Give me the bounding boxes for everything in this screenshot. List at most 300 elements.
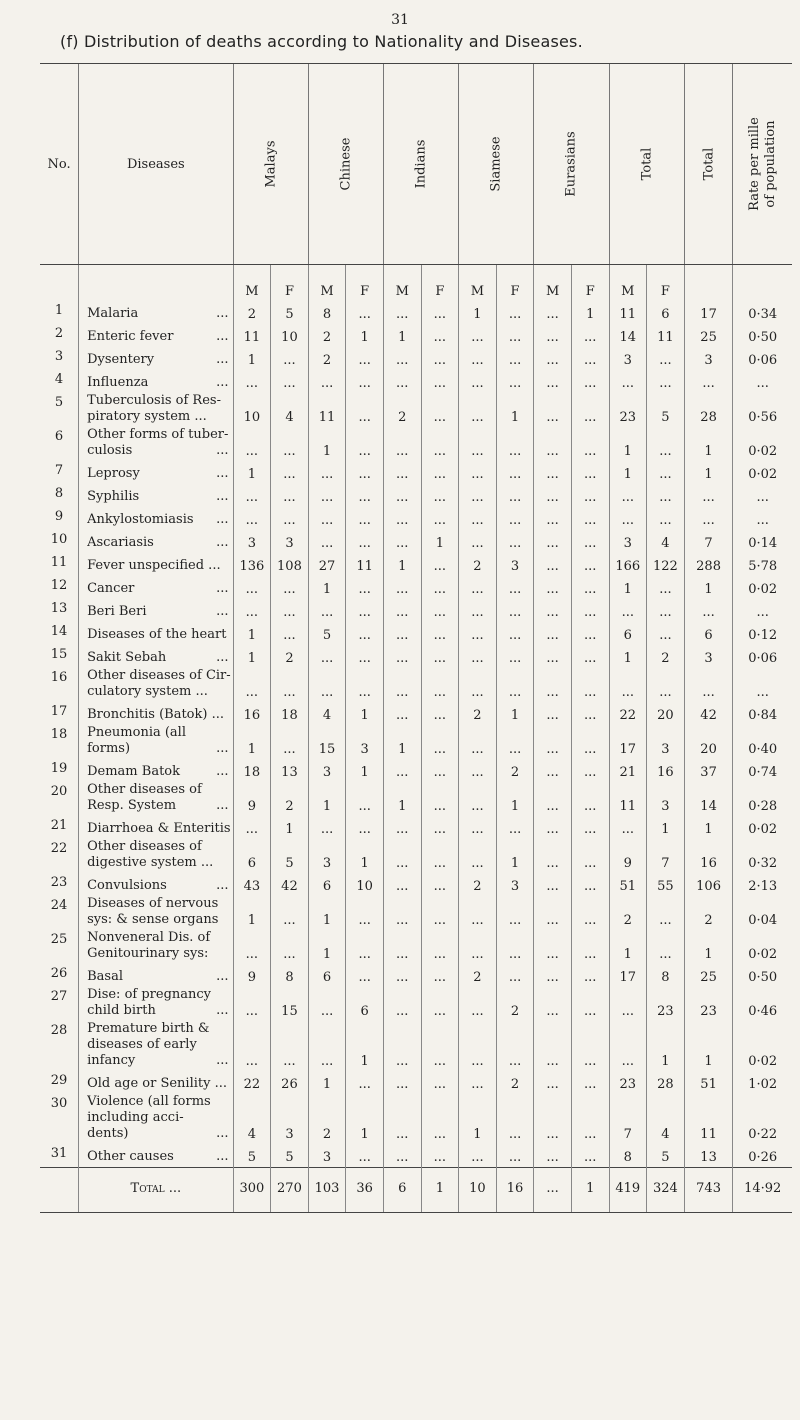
cell-value: ... — [571, 599, 609, 622]
cell-value: 5 — [271, 1144, 309, 1167]
cell-value: ... — [609, 816, 647, 839]
row-total: 1 — [684, 1021, 733, 1071]
cell-value: 28 — [647, 1071, 685, 1094]
cell-value: ... — [571, 461, 609, 484]
cell-value: 9 — [233, 964, 271, 987]
cell-value: 3 — [308, 759, 346, 782]
cell-value: ... — [233, 668, 271, 702]
cell-value: ... — [647, 668, 685, 702]
cell-value: 10 — [346, 873, 384, 896]
cell-value: ... — [647, 484, 685, 507]
cell-value: ... — [571, 930, 609, 964]
cell-value: 1 — [647, 816, 685, 839]
cell-value: 3 — [496, 873, 534, 896]
cell-value: ... — [571, 725, 609, 759]
cell-value: 8 — [609, 1144, 647, 1167]
disease-name: Cancer ... — [79, 576, 233, 599]
row-rate: 0·46 — [733, 987, 792, 1021]
cell-value: ... — [233, 484, 271, 507]
cell-value: ... — [308, 1021, 346, 1071]
cell-value: 1 — [609, 576, 647, 599]
cell-value: 17 — [609, 725, 647, 759]
row-total: 25 — [684, 324, 733, 347]
cell-value: ... — [534, 393, 572, 427]
cell-value: ... — [233, 427, 271, 461]
cell-value: 3 — [346, 725, 384, 759]
cell-value: ... — [459, 324, 497, 347]
table-row — [40, 599, 792, 622]
row-total: 20 — [684, 725, 733, 759]
disease-name: Ascariasis ... — [79, 530, 233, 553]
sex-label: F — [571, 265, 609, 302]
cell-value: ... — [383, 507, 421, 530]
cell-value: 1 — [496, 782, 534, 816]
row-rate: 0·06 — [733, 645, 792, 668]
cell-value: ... — [308, 370, 346, 393]
cell-value: 16 — [233, 702, 271, 725]
table-row — [40, 930, 792, 964]
cell-value: ... — [383, 622, 421, 645]
cell-value: ... — [383, 347, 421, 370]
cell-value: 27 — [308, 553, 346, 576]
header-no: No. — [40, 64, 79, 265]
cell-value: ... — [383, 576, 421, 599]
cell-value: 2 — [459, 702, 497, 725]
cell-value: 11 — [609, 782, 647, 816]
table-row — [40, 301, 792, 324]
cell-value: 4 — [647, 530, 685, 553]
cell-value: ... — [647, 507, 685, 530]
cell-value: ... — [271, 347, 309, 370]
cell-value: 136 — [233, 553, 271, 576]
cell-value: ... — [383, 873, 421, 896]
cell-value: 5 — [647, 1144, 685, 1167]
total-row — [40, 1167, 792, 1212]
cell-value: ... — [308, 530, 346, 553]
cell-value: ... — [308, 645, 346, 668]
cell-value: ... — [383, 759, 421, 782]
cell-value: 2 — [647, 645, 685, 668]
cell-value: 16 — [647, 759, 685, 782]
disease-name: Other diseases of digestive system ... — [79, 839, 233, 873]
cell-value: 11 — [609, 301, 647, 324]
cell-value: ... — [496, 301, 534, 324]
total-cell: 300 — [233, 1167, 271, 1212]
table-row — [40, 896, 792, 930]
cell-value: ... — [383, 1144, 421, 1167]
cell-value: ... — [346, 427, 384, 461]
cell-value: 2 — [271, 782, 309, 816]
table-row — [40, 725, 792, 759]
cell-value: 13 — [271, 759, 309, 782]
cell-value: 2 — [459, 873, 497, 896]
cell-value: ... — [271, 461, 309, 484]
cell-value: ... — [496, 484, 534, 507]
cell-value: ... — [496, 347, 534, 370]
cell-value: ... — [534, 484, 572, 507]
cell-value: 42 — [271, 873, 309, 896]
table-row — [40, 964, 792, 987]
cell-value: 9 — [609, 839, 647, 873]
cell-value: 3 — [271, 1094, 309, 1144]
cell-value: 108 — [271, 553, 309, 576]
disease-name: Syphilis ... — [79, 484, 233, 507]
total-cell: ... — [534, 1167, 572, 1212]
cell-value: ... — [383, 930, 421, 964]
row-number: 6 — [54, 429, 64, 444]
cell-value: 2 — [383, 393, 421, 427]
cell-value: 1 — [308, 576, 346, 599]
cell-value: 2 — [609, 896, 647, 930]
cell-value: ... — [534, 461, 572, 484]
cell-value: ... — [534, 324, 572, 347]
cell-value: ... — [534, 1144, 572, 1167]
cell-value: ... — [534, 622, 572, 645]
row-total: ... — [684, 507, 733, 530]
cell-value: 11 — [308, 393, 346, 427]
row-rate: ... — [733, 484, 792, 507]
cell-value: ... — [571, 370, 609, 393]
row-total: 2 — [684, 896, 733, 930]
cell-value: ... — [496, 576, 534, 599]
cell-value: 1 — [233, 622, 271, 645]
cell-value: 2 — [496, 1071, 534, 1094]
cell-value: ... — [233, 599, 271, 622]
cell-value: ... — [534, 599, 572, 622]
cell-value: 1 — [647, 1021, 685, 1071]
cell-value: ... — [421, 782, 459, 816]
row-rate: ... — [733, 599, 792, 622]
cell-value: 1 — [308, 1071, 346, 1094]
cell-value: 1 — [346, 1094, 384, 1144]
total-cell: 103 — [308, 1167, 346, 1212]
cell-value: 2 — [496, 987, 534, 1021]
disease-name: Diseases of nervous sys: & sense organs — [79, 896, 233, 930]
cell-value: 14 — [609, 324, 647, 347]
cell-value: ... — [534, 530, 572, 553]
cell-value: 1 — [233, 725, 271, 759]
cell-value: ... — [609, 484, 647, 507]
sex-label: F — [496, 265, 534, 302]
cell-value: 4 — [271, 393, 309, 427]
cell-value: ... — [421, 427, 459, 461]
cell-value: ... — [383, 964, 421, 987]
disease-name: Dysentery ... — [79, 347, 233, 370]
cell-value: ... — [346, 964, 384, 987]
cell-value: ... — [271, 484, 309, 507]
cell-value: ... — [459, 576, 497, 599]
cell-value: ... — [459, 507, 497, 530]
row-rate: 1·02 — [733, 1071, 792, 1094]
row-number: 19 — [50, 761, 68, 776]
cell-value: 1 — [383, 725, 421, 759]
row-number: 26 — [50, 966, 68, 981]
cell-value: 1 — [346, 1021, 384, 1071]
cell-value: 3 — [496, 553, 534, 576]
cell-value: ... — [308, 668, 346, 702]
row-total: 16 — [684, 839, 733, 873]
cell-value: 23 — [609, 1071, 647, 1094]
cell-value: ... — [308, 484, 346, 507]
disease-name: Premature birth & diseases of early infancy ... — [79, 1021, 233, 1071]
cell-value: ... — [534, 964, 572, 987]
row-number: 1 — [54, 303, 64, 318]
cell-value: ... — [534, 702, 572, 725]
disease-name: Ankylostomiasis ... — [79, 507, 233, 530]
cell-value: ... — [383, 987, 421, 1021]
table-row — [40, 1144, 792, 1167]
row-rate: 0·40 — [733, 725, 792, 759]
table-row — [40, 1021, 792, 1071]
header-malays: Malays — [233, 64, 308, 265]
cell-value: ... — [647, 347, 685, 370]
cell-value: ... — [383, 370, 421, 393]
cell-value: ... — [233, 930, 271, 964]
cell-value: ... — [534, 930, 572, 964]
cell-value: ... — [459, 1021, 497, 1071]
row-number: 8 — [54, 486, 64, 501]
cell-value: ... — [496, 370, 534, 393]
cell-value: 3 — [233, 530, 271, 553]
cell-value: ... — [534, 839, 572, 873]
cell-value: 1 — [383, 324, 421, 347]
row-number: 22 — [50, 841, 68, 856]
cell-value: ... — [233, 816, 271, 839]
cell-value: ... — [571, 896, 609, 930]
cell-value: ... — [308, 461, 346, 484]
cell-value: ... — [571, 427, 609, 461]
disease-name: Other forms of tuber- culosis ... — [79, 427, 233, 461]
table-row — [40, 1094, 792, 1144]
cell-value: ... — [571, 530, 609, 553]
cell-value: ... — [496, 427, 534, 461]
cell-value: ... — [383, 1071, 421, 1094]
cell-value: ... — [496, 816, 534, 839]
cell-value: ... — [383, 484, 421, 507]
cell-value: ... — [571, 576, 609, 599]
cell-value: 1 — [271, 816, 309, 839]
cell-value: ... — [459, 987, 497, 1021]
header-indians: Indians — [383, 64, 458, 265]
cell-value: 15 — [271, 987, 309, 1021]
row-number: 18 — [50, 727, 68, 742]
cell-value: 22 — [233, 1071, 271, 1094]
disease-name: Diseases of the heart — [79, 622, 233, 645]
disease-name: Fever unspecified ... — [79, 553, 233, 576]
total-rate: 14·92 — [733, 1167, 792, 1212]
cell-value: 1 — [308, 427, 346, 461]
sex-label: M — [609, 265, 647, 302]
cell-value: 1 — [609, 461, 647, 484]
cell-value: ... — [571, 964, 609, 987]
table-row — [40, 873, 792, 896]
table-row — [40, 759, 792, 782]
cell-value: ... — [571, 507, 609, 530]
cell-value: 5 — [271, 301, 309, 324]
cell-value: 1 — [346, 839, 384, 873]
cell-value: ... — [571, 484, 609, 507]
cell-value: 1 — [496, 839, 534, 873]
cell-value: ... — [647, 461, 685, 484]
row-rate: ... — [733, 668, 792, 702]
cell-value: ... — [383, 839, 421, 873]
cell-value: ... — [459, 461, 497, 484]
row-rate: 5·78 — [733, 553, 792, 576]
cell-value: ... — [571, 839, 609, 873]
header-total: Total — [609, 64, 684, 265]
table-row — [40, 668, 792, 702]
cell-value: 4 — [308, 702, 346, 725]
cell-value: 7 — [647, 839, 685, 873]
cell-value: ... — [271, 370, 309, 393]
cell-value: ... — [647, 427, 685, 461]
row-total: 3 — [684, 645, 733, 668]
cell-value: 2 — [496, 759, 534, 782]
cell-value: ... — [421, 393, 459, 427]
cell-value: 1 — [346, 702, 384, 725]
table-row — [40, 530, 792, 553]
cell-value: 3 — [647, 782, 685, 816]
cell-value: ... — [271, 599, 309, 622]
cell-value: ... — [534, 576, 572, 599]
row-rate: 0·50 — [733, 324, 792, 347]
disease-name: Basal ... — [79, 964, 233, 987]
cell-value: ... — [534, 1071, 572, 1094]
table-row — [40, 347, 792, 370]
cell-value: ... — [534, 645, 572, 668]
cell-value: 1 — [233, 896, 271, 930]
cell-value: ... — [346, 645, 384, 668]
cell-value: ... — [421, 645, 459, 668]
cell-value: ... — [459, 347, 497, 370]
cell-value: ... — [496, 1021, 534, 1071]
cell-value: ... — [421, 576, 459, 599]
cell-value: 5 — [271, 839, 309, 873]
sex-label: F — [346, 265, 384, 302]
cell-value: ... — [346, 301, 384, 324]
cell-value: ... — [496, 668, 534, 702]
cell-value: 122 — [647, 553, 685, 576]
cell-value: ... — [421, 1144, 459, 1167]
sex-label: M — [383, 265, 421, 302]
row-number: 13 — [50, 601, 68, 616]
cell-value: 18 — [271, 702, 309, 725]
cell-value: 20 — [647, 702, 685, 725]
cell-value: ... — [421, 930, 459, 964]
row-total: 1 — [684, 576, 733, 599]
cell-value: 6 — [346, 987, 384, 1021]
cell-value: ... — [308, 987, 346, 1021]
cell-value: ... — [421, 964, 459, 987]
cell-value: ... — [421, 1094, 459, 1144]
cell-value: 1 — [609, 645, 647, 668]
row-number: 7 — [54, 463, 64, 478]
cell-value: ... — [459, 645, 497, 668]
cell-value: 2 — [459, 553, 497, 576]
cell-value: 6 — [308, 964, 346, 987]
disease-name: Bronchitis (Batok) ... — [79, 702, 233, 725]
cell-value: ... — [609, 668, 647, 702]
row-number: 27 — [50, 989, 68, 1004]
cell-value: ... — [346, 816, 384, 839]
cell-value: ... — [534, 301, 572, 324]
row-rate: ... — [733, 370, 792, 393]
cell-value: 8 — [271, 964, 309, 987]
cell-value: ... — [383, 702, 421, 725]
disease-name: Other diseases of Resp. System ... — [79, 782, 233, 816]
cell-value: ... — [496, 622, 534, 645]
cell-value: ... — [571, 759, 609, 782]
sex-label: F — [271, 265, 309, 302]
row-total: 23 — [684, 987, 733, 1021]
row-total: 28 — [684, 393, 733, 427]
cell-value: ... — [496, 599, 534, 622]
cell-value: ... — [421, 324, 459, 347]
cell-value: 1 — [459, 1094, 497, 1144]
cell-value: ... — [571, 873, 609, 896]
cell-value: ... — [421, 668, 459, 702]
cell-value: 7 — [609, 1094, 647, 1144]
cell-value: ... — [308, 599, 346, 622]
cell-value: 11 — [346, 553, 384, 576]
cell-value: ... — [233, 576, 271, 599]
cell-value: 22 — [609, 702, 647, 725]
disease-name: Demam Batok ... — [79, 759, 233, 782]
cell-value: 1 — [496, 393, 534, 427]
cell-value: 2 — [308, 347, 346, 370]
row-number: 3 — [54, 349, 64, 364]
cell-value: 3 — [647, 725, 685, 759]
cell-value: 10 — [233, 393, 271, 427]
disease-name: Other diseases of Cir- culatory system ... — [79, 668, 233, 702]
cell-value: ... — [421, 1071, 459, 1094]
cell-value: ... — [421, 839, 459, 873]
cell-value: ... — [496, 324, 534, 347]
row-number: 20 — [50, 784, 68, 799]
cell-value: 3 — [609, 347, 647, 370]
cell-value: ... — [571, 324, 609, 347]
cell-value: ... — [534, 759, 572, 782]
cell-value: 2 — [459, 964, 497, 987]
disease-name: Other causes ... — [79, 1144, 233, 1167]
cell-value: ... — [346, 782, 384, 816]
cell-value: ... — [459, 622, 497, 645]
cell-value: ... — [459, 393, 497, 427]
cell-value: 1 — [308, 896, 346, 930]
cell-value: ... — [534, 1094, 572, 1144]
cell-value: ... — [383, 1021, 421, 1071]
row-number: 11 — [50, 555, 68, 570]
cell-value: ... — [609, 599, 647, 622]
row-rate: 0·02 — [733, 461, 792, 484]
cell-value: ... — [383, 1094, 421, 1144]
cell-value: ... — [459, 759, 497, 782]
cell-value: 8 — [647, 964, 685, 987]
cell-value: ... — [534, 347, 572, 370]
row-rate: 0·50 — [733, 964, 792, 987]
cell-value: ... — [534, 782, 572, 816]
row-rate: 0·84 — [733, 702, 792, 725]
cell-value: 1 — [233, 347, 271, 370]
cell-value: 5 — [308, 622, 346, 645]
row-rate: 0·02 — [733, 427, 792, 461]
cell-value: 43 — [233, 873, 271, 896]
table-row — [40, 1071, 792, 1094]
table-row — [40, 461, 792, 484]
row-rate: 0·74 — [733, 759, 792, 782]
row-number: 16 — [50, 670, 68, 685]
cell-value: ... — [571, 1094, 609, 1144]
